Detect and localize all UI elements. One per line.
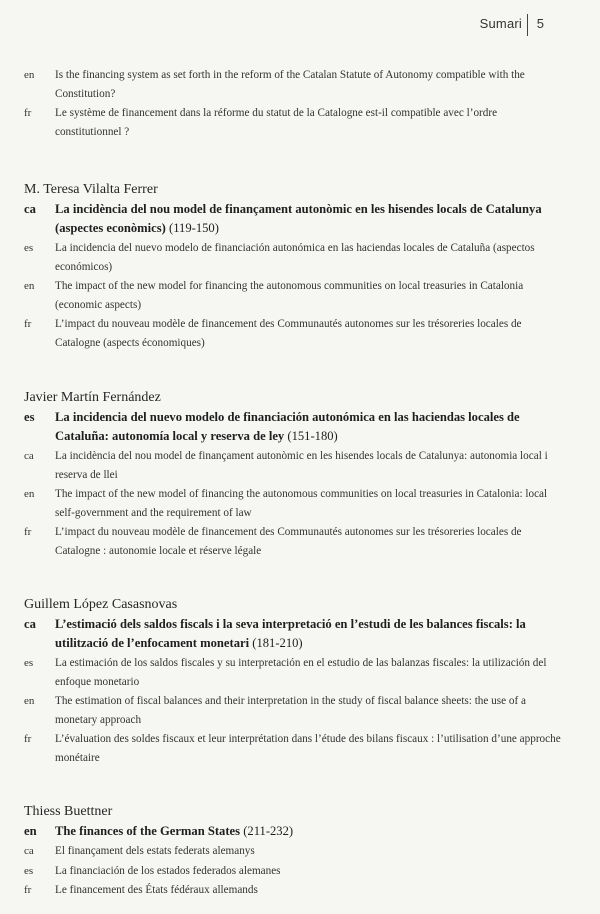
lang-code: fr: [24, 526, 32, 538]
translation-row: [24, 447, 564, 484]
translation-title: La incidencia del nuevo modelo de financiación autonómica en las haciendas locales de Cataluña (aspectos económicos): [55, 242, 535, 273]
lang-code: es: [24, 242, 34, 254]
lang-code: fr: [24, 318, 32, 330]
translation-row: [24, 523, 564, 560]
translation-title: L’évaluation des soldes fiscaux et leur interprétation dans l’étude des bilans fiscaux : l’utilisation d’une approche monétaire: [55, 733, 561, 764]
page-number: 5: [536, 16, 544, 31]
page-range: (151-180): [287, 429, 338, 443]
translation-title: El finançament dels estats federats alemanys: [55, 845, 255, 857]
translation-title: Le système de financement dans la réforme du statut de la Catalogne est-il compatible avec l’ordre constitutionnel ?: [55, 107, 498, 138]
translation-title: Le financement des États fédéraux allemands: [55, 884, 258, 896]
page-range: (181-210): [252, 636, 303, 650]
author-name: Guillem López Casasnovas: [24, 597, 178, 612]
lang-code: fr: [24, 107, 32, 119]
lang-code: es: [24, 657, 34, 669]
translation-row: [24, 842, 564, 861]
translation-row: [24, 862, 564, 881]
lang-code: fr: [24, 733, 32, 745]
lang-code: en: [24, 695, 35, 707]
primary-title-row: [24, 822, 564, 841]
author-name: M. Teresa Vilalta Ferrer: [24, 182, 158, 197]
lang-code: fr: [24, 884, 32, 896]
translation-title: La estimación de los saldos fiscales y su interpretación en el estudio de las balanzas fiscales: la utilización del enfoque monetario: [55, 657, 547, 688]
translation-title: The impact of the new model of financing the autonomous communities on local treasuries in Catalonia: local self-government and the requirement of law: [55, 488, 548, 519]
lang-code: es: [24, 864, 34, 877]
lang-code: en: [24, 69, 35, 81]
translation-title: The estimation of fiscal balances and their interpretation in the study of fiscal balance sheets: the use of a monetary approach: [55, 695, 526, 726]
primary-title: La incidencia del nuevo modelo de financiación autonómica en las haciendas locales de Cataluña: autonomía local y reserva de ley: [55, 410, 520, 443]
primary-title-row: [24, 408, 564, 446]
primary-title: The finances of the German States: [55, 824, 241, 838]
translation-row: [24, 692, 564, 729]
lang-code: es: [24, 410, 35, 424]
translation-row: [24, 730, 564, 767]
translation-row: [24, 277, 564, 314]
entry-martin: [24, 389, 564, 561]
translation-row: [24, 654, 564, 691]
translation-title: L’impact du nouveau modèle de financement des Communautés autonomes sur les trésoreries locales de Catalogne (aspects économiques): [55, 318, 522, 349]
header-divider: [527, 14, 528, 36]
translation-row: [24, 104, 564, 141]
translation-title: L’impact du nouveau modèle de financement des Communautés autonomes sur les trésoreries locales de Catalogne : autonomie locale et réserve légale: [55, 526, 522, 557]
lang-code: ca: [24, 617, 36, 631]
lang-code: ca: [24, 450, 34, 462]
entry-continuation: [24, 66, 564, 142]
primary-title: L’estimació dels saldos fiscals i la seva interpretació en l’estudi de les balances fiscals: la utilització de l’enfocament monetari: [55, 617, 526, 650]
section-title: Sumari: [479, 16, 522, 31]
lang-code: en: [24, 488, 35, 500]
page-range: (119-150): [169, 221, 219, 235]
page-range: (211-232): [243, 824, 294, 838]
primary-title-row: [24, 200, 564, 238]
translation-title: La incidència del nou model de finançament autonòmic en les hisendes locals de Catalunya: autonomia local i reserva de llei: [55, 450, 548, 481]
translation-title: Is the financing system as set forth in the reform of the Catalan Statute of Autonomy compatible with the Constitution?: [55, 69, 525, 100]
translation-title: The impact of the new model for financing the autonomous communities on local treasuries in Catalonia (economic aspects): [55, 280, 524, 311]
entry-vilalta: [24, 181, 564, 353]
entry-lopez: [24, 596, 564, 768]
running-header: [400, 14, 600, 34]
lang-code: ca: [24, 202, 36, 216]
translation-row: [24, 881, 564, 900]
translation-row: [24, 239, 564, 276]
translation-row: [24, 66, 564, 103]
translation-row: [24, 315, 564, 352]
primary-title-row: [24, 615, 564, 653]
author-name: Javier Martín Fernández: [24, 390, 161, 405]
entry-buettner: [24, 803, 564, 901]
author-name: Thiess Buettner: [24, 804, 113, 819]
lang-code: en: [24, 280, 35, 292]
primary-title: La incidència del nou model de finançament autonòmic en les hisendes locals de Catalunya (aspectes econòmics): [55, 202, 542, 235]
translation-title: La financiación de los estados federados alemanes: [55, 864, 281, 877]
lang-code: en: [24, 824, 37, 838]
lang-code: ca: [24, 845, 34, 857]
translation-row: [24, 485, 564, 522]
